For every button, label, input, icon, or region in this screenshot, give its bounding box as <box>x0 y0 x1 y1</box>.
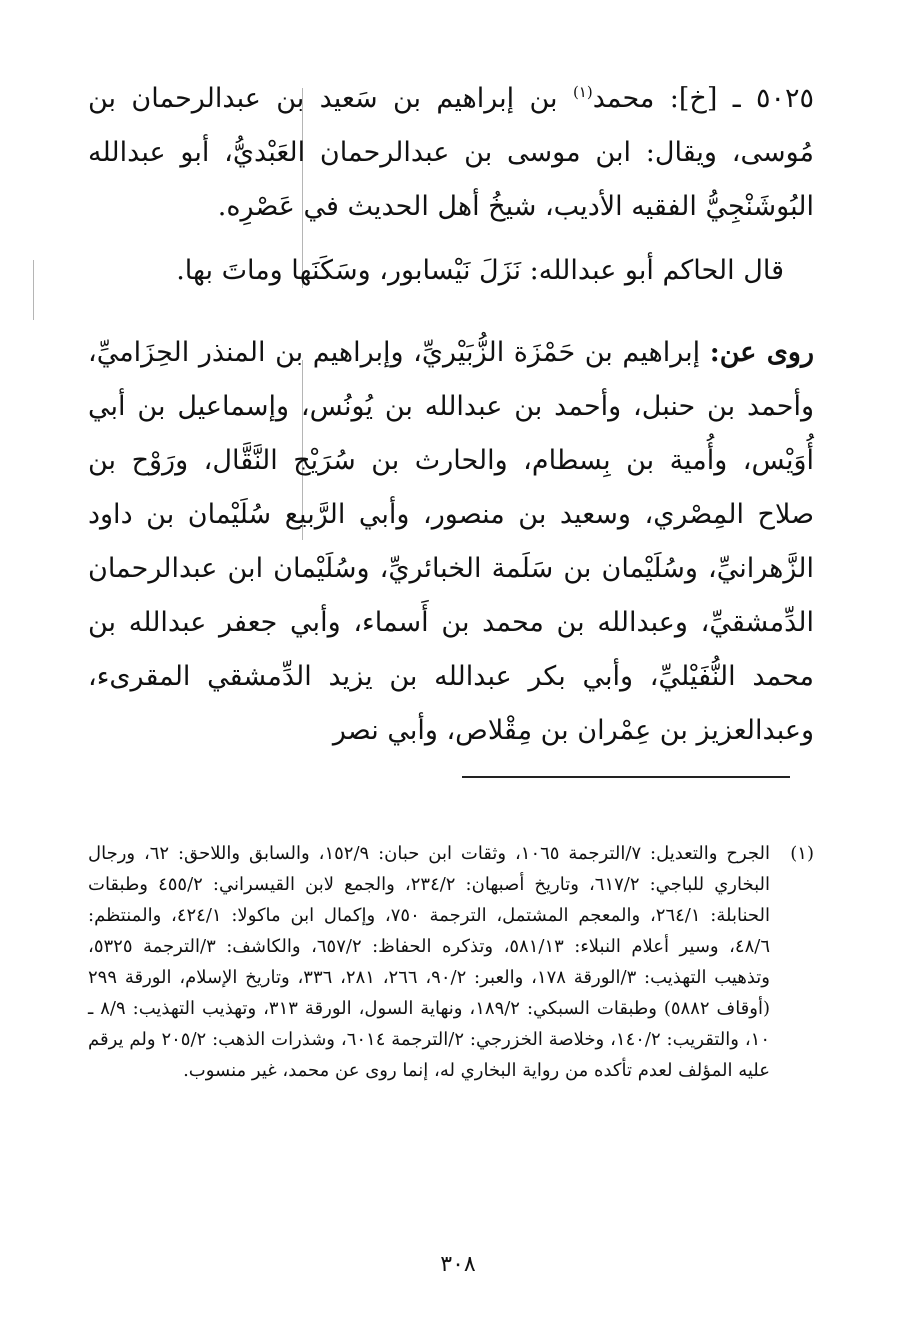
entry-code: [خ] <box>678 83 718 114</box>
footnote-text: الجرح والتعديل: ٧/الترجمة ١٠٦٥، وثقات ابن حبان: ١٥٢/٩، والسابق واللاحق: ٦٢، ورجال البخاري للباجي: ٦١٧/٢، وتاريخ أصبهان: ٢٣٤/٢، والجمع لابن القيسراني: ٤٥٥/٢ وطبقات الحنابلة: ٢٦٤/١، والمعجم المشتمل، الترجمة ٧٥٠، وإكمال ابن ماكولا: ٤٢٤/١، والمنتظم: ٤٨/٦، وسير أعلام النبلاء: ٥٨١/١٣، وتذكره الحفاظ: ٦٥٧/٢، والكاشف: ٣/الترجمة ٥٣٢٥، وتذهيب التهذيب: ٣/الورقة ١٧٨، والعبر: ٩٠/٢، ٢٦٦، ٢٨١، ٣٣٦، وتاريخ الإسلام، الورقة ٢٩٩ (أوقاف ٥٨٨٢) وطبقات السبكي: ١٨٩/٢، ونهاية السول، الورقة ٣١٣، وتهذيب التهذيب: ٨/٩ ـ ١٠، والتقريب: ١٤٠/٢، وخلاصة الخزرجي: ٢/الترجمة ٦٠١٤، وشذرات الذهب: ٢٠٥/٢ ولم يرقم عليه المؤلف لعدم تأكده من رواية البخاري له، إنما روى عن محمد، غير منسوب. <box>88 843 771 1081</box>
footnote-reference: (١) <box>572 83 593 101</box>
rawa-label: روى عن: <box>709 337 814 368</box>
footnote-separator <box>462 776 790 778</box>
rawa-text: إبراهيم بن حَمْزَة الزُّبَيْريِّ، وإبراهيم بن المنذر الحِزَاميِّ، وأحمد بن حنبل، وأحمد بن عبدالله بن يُونُس، وإسماعيل بن أبي أُوَيْس، وأُمية بن بِسطام، والحارث بن سُرَيْج النَّقَّال، ورَوْح بن صلاح المِصْري، وسعيد بن منصور، وأبي الرَّبيع سُلَيْمان بن داود الزَّهرانيِّ، وسُلَيْمان بن سَلَمة الخبائريِّ، وسُلَيْمان ابن عبدالرحمان الدِّمشقيِّ، وعبدالله بن محمد بن أَسماء، وأبي جعفر عبدالله بن محمد النُّفَيْليِّ، وأبي بكر عبدالله بن يزيد الدِّمشقي المقرىء، وعبدالعزيز بن عِمْران بن مِقْلاص، وأبي نصر <box>88 337 814 746</box>
footnotes <box>88 838 814 1086</box>
haakim-paragraph: قال الحاكم أبو عبدالله: نَزَلَ نَيْسابور، وسَكَنَها وماتَ بها. <box>176 255 784 286</box>
page-number: ٣٠٨ <box>440 1252 476 1277</box>
entry-number: ٥٠٢٥ <box>756 83 815 114</box>
entry-name-start: : محمد <box>592 83 679 114</box>
footnote-item <box>88 838 814 1086</box>
page-body <box>88 72 814 758</box>
rawa-paragraph <box>88 326 814 758</box>
entry-dash: ـ <box>717 83 756 114</box>
entry-heading-text: بن إبراهيم بن سَعيد بن عبدالرحمان بن مُوسى، ويقال: ابن موسى بن عبدالرحمان العَبْديُّ، أبو عبدالله البُوشَنْجِيُّ الفقيه الأديب، شيخُ أهل الحديث في عَصْرِه. <box>88 83 814 222</box>
footnote-marker: (١) <box>790 843 814 864</box>
scan-artifact-line <box>33 260 34 320</box>
entry-heading <box>88 72 814 234</box>
